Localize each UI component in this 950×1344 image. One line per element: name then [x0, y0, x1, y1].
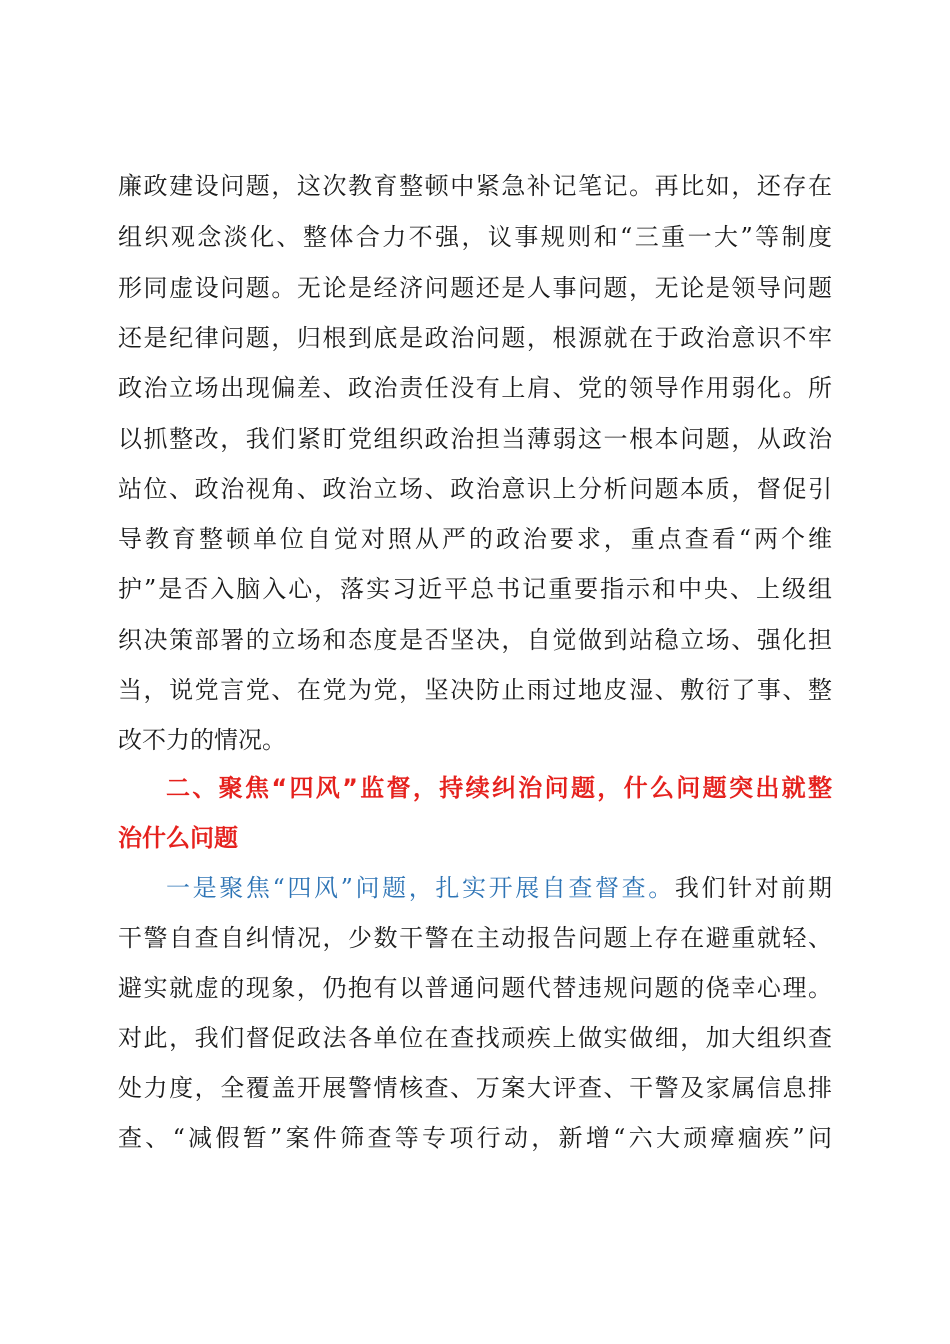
paragraph-line: 当，说党言党、在党为党，坚决防止雨过地皮湿、敷衍了事、整 [118, 676, 832, 704]
section-heading: 治什么问题 [118, 824, 238, 852]
paragraph-line: 查、“减假暂”案件筛查等专项行动，新增“六大顽瘴痼疾”问 [118, 1124, 832, 1152]
paragraph-line: 政治立场出现偏差、政治责任没有上肩、党的领导作用弱化。所 [118, 374, 832, 402]
paragraph-line: 处力度，全覆盖开展警情核查、万案大评查、干警及家属信息排 [118, 1074, 832, 1102]
paragraph-line: 织决策部署的立场和态度是否坚决，自觉做到站稳立场、强化担 [118, 626, 832, 654]
paragraph-line: 避实就虚的现象，仍抱有以普通问题代替违规问题的侥幸心理。 [118, 974, 832, 1002]
paragraph-line: 站位、政治视角、政治立场、政治意识上分析问题本质，督促引 [118, 475, 832, 503]
paragraph-line: 改不力的情况。 [118, 726, 286, 754]
paragraph-line: 形同虚设问题。无论是经济问题还是人事问题，无论是领导问题 [118, 274, 832, 302]
section-heading: 二、聚焦“四风”监督，持续纠治问题，什么问题突出就整 [166, 774, 832, 802]
paragraph-line: 护”是否入脑入心，落实习近平总书记重要指示和中央、上级组 [118, 575, 832, 603]
paragraph-first-line [166, 868, 832, 908]
paragraph-line: 对此，我们督促政法各单位在查找顽疾上做实做细，加大组织查 [118, 1024, 832, 1052]
paragraph-line: 导教育整顿单位自觉对照从严的政治要求，重点查看“两个维 [118, 525, 832, 553]
paragraph-text: 我们针对前期 [674, 874, 832, 902]
subheading-lead: 一是聚焦“四风”问题，扎实开展自查督查。 [166, 874, 675, 902]
paragraph-line: 干警自查自纠情况，少数干警在主动报告问题上存在避重就轻、 [118, 924, 832, 952]
paragraph-line: 还是纪律问题，归根到底是政治问题，根源就在于政治意识不牢 [118, 324, 832, 352]
paragraph-line: 组织观念淡化、整体合力不强，议事规则和“三重一大”等制度 [118, 223, 832, 251]
paragraph-line: 以抓整改，我们紧盯党组织政治担当薄弱这一根本问题，从政治 [118, 425, 832, 453]
paragraph-line: 廉政建设问题，这次教育整顿中紧急补记笔记。再比如，还存在 [118, 172, 832, 200]
